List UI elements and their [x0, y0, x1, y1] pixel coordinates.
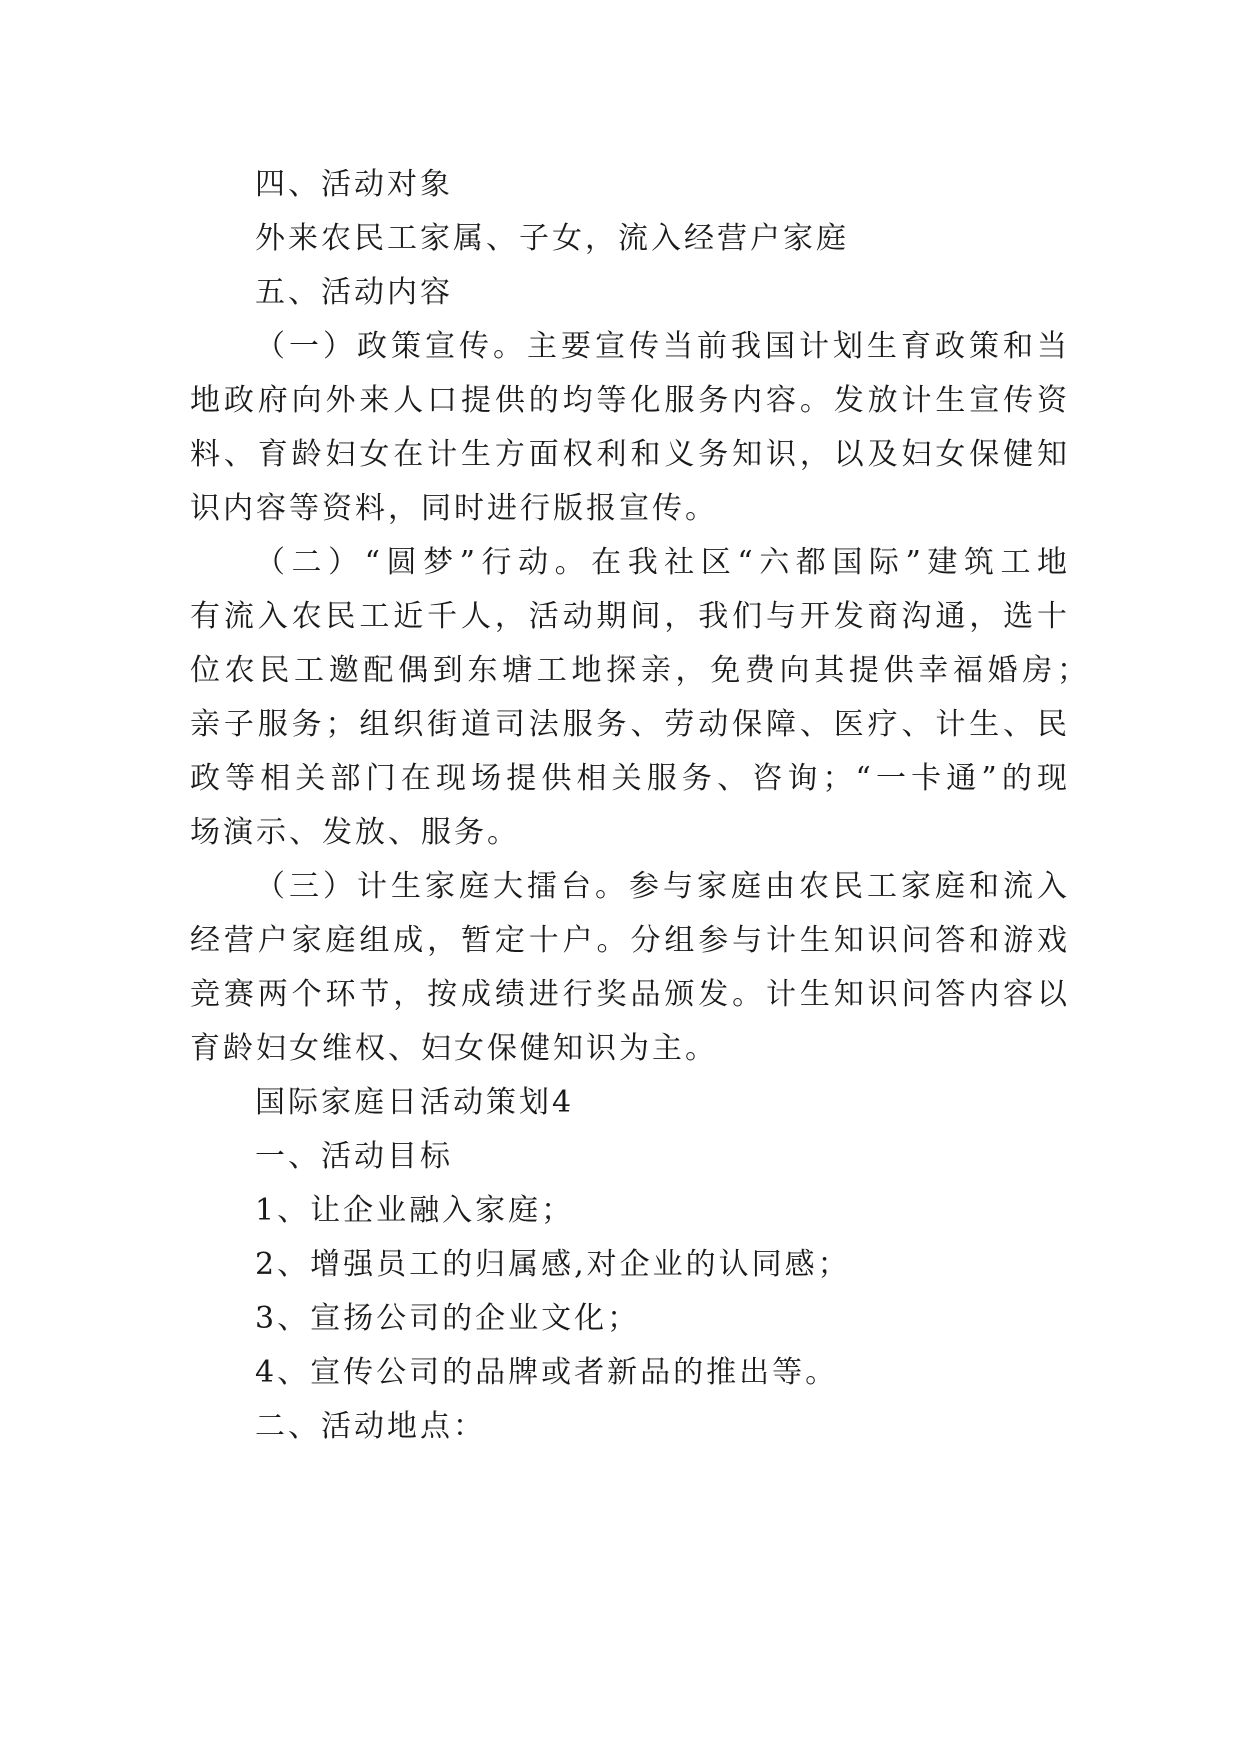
list-item: 1、让企业融入家庭；	[255, 1193, 575, 1228]
list-item: 3、宣扬公司的企业文化；	[255, 1301, 641, 1336]
document-subtitle: 国际家庭日活动策划4	[255, 1085, 575, 1120]
paragraph-line: 料、育龄妇女在计生方面权利和义务知识，以及妇女保健知	[190, 437, 1070, 472]
paragraph-line: 场演示、发放、服务。	[190, 815, 520, 850]
paragraph-line: 育龄妇女维权、妇女保健知识为主。	[190, 1031, 718, 1066]
list-item: 4、宣传公司的品牌或者新品的推出等。	[255, 1355, 839, 1390]
paragraph-line: 亲子服务；组织街道司法服务、劳动保障、医疗、计生、民	[190, 707, 1070, 742]
paragraph-line: 地政府向外来人口提供的均等化服务内容。发放计生宣传资	[190, 383, 1070, 418]
paragraph-line: 政等相关部门在现场提供相关服务、咨询；“一卡通”的现	[190, 761, 1070, 796]
paragraph-line: 位农民工邀配偶到东塘工地探亲，免费向其提供幸福婚房；	[190, 653, 1090, 688]
paragraph-line: 竞赛两个环节，按成绩进行奖品颁发。计生知识问答内容以	[190, 977, 1070, 1012]
paragraph-line: （二）“圆梦”行动。在我社区“六都国际”建筑工地	[255, 545, 1070, 580]
paragraph-line: 有流入农民工近千人，活动期间，我们与开发商沟通，选十	[190, 599, 1070, 634]
paragraph-line: （一）政策宣传。主要宣传当前我国计划生育政策和当	[255, 329, 1070, 364]
list-item: 2、增强员工的归属感,对企业的认同感；	[255, 1247, 851, 1282]
paragraph-line: 外来农民工家属、子女，流入经营户家庭	[255, 221, 849, 256]
paragraph-line: （三）计生家庭大擂台。参与家庭由农民工家庭和流入	[255, 869, 1070, 904]
section-heading-target: 四、活动对象	[255, 167, 453, 202]
section-heading-location: 二、活动地点：	[255, 1409, 486, 1444]
paragraph-line: 识内容等资料，同时进行版报宣传。	[190, 491, 718, 526]
paragraph-line: 经营户家庭组成，暂定十户。分组参与计生知识问答和游戏	[190, 923, 1070, 958]
section-heading-content: 五、活动内容	[255, 275, 453, 310]
section-heading-goals: 一、活动目标	[255, 1139, 453, 1174]
